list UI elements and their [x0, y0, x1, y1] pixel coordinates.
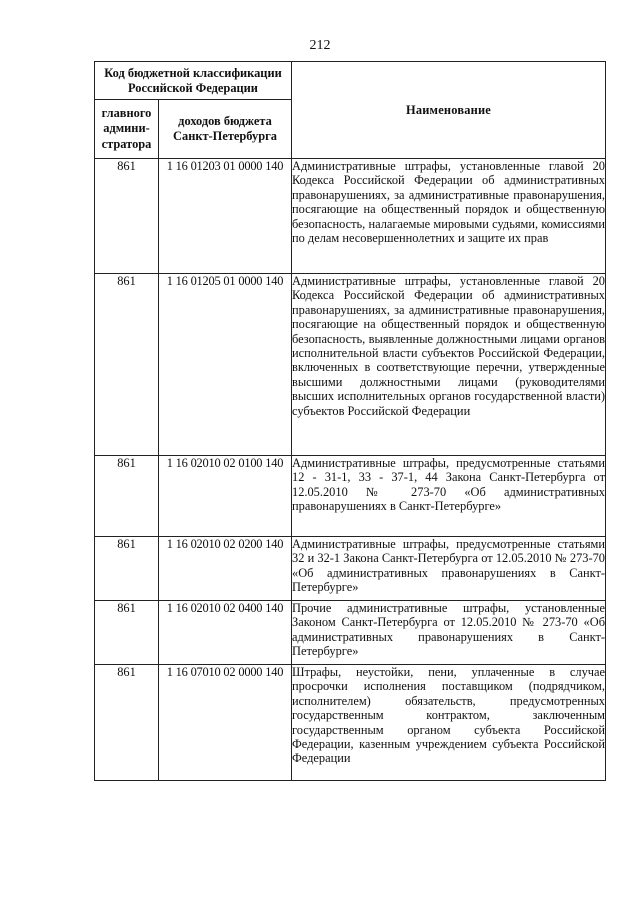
revenue-code-cell: 1 16 02010 02 0400 140	[159, 601, 292, 665]
table-row	[95, 665, 606, 781]
budget-classification-table	[94, 61, 606, 781]
table-row	[95, 274, 606, 456]
revenue-code-cell: 1 16 01205 01 0000 140	[159, 274, 292, 456]
name-cell: Прочие административные штрафы, установленные Законом Санкт-Петербурга от 12.05.2010 № 273-70 «Об административных правонарушениях в Санкт-Петербурге»	[292, 601, 606, 665]
admin-code-cell: 861	[95, 537, 159, 601]
name-cell: Административные штрафы, предусмотренные статьями 12 - 31-1, 33 - 37-1, 44 Закона Санкт-Петербурга от 12.05.2010 № 273-70 «Об административных правонарушениях в Санкт-Петербурге»	[292, 456, 606, 537]
admin-code-cell: 861	[95, 601, 159, 665]
header-budget-code: Код бюджетной классификации Российской Федерации	[95, 62, 292, 100]
table-row	[95, 601, 606, 665]
table-row	[95, 537, 606, 601]
header-chief-administrator: главного админи-стратора	[95, 100, 159, 159]
revenue-code-cell: 1 16 01203 01 0000 140	[159, 159, 292, 274]
table-row	[95, 456, 606, 537]
revenue-code-cell: 1 16 02010 02 0100 140	[159, 456, 292, 537]
admin-code-cell: 861	[95, 159, 159, 274]
admin-code-cell: 861	[95, 665, 159, 781]
table-row	[95, 159, 606, 274]
revenue-code-cell: 1 16 07010 02 0000 140	[159, 665, 292, 781]
header-revenue-code: доходов бюджета Санкт-Петербурга	[159, 100, 292, 159]
name-cell: Административные штрафы, установленные главой 20 Кодекса Российской Федерации об административных правонарушениях, за административные правонарушения, посягающие на общественный порядок и общественную безопасность, выявленные должностными лицами органов исполнительной власти субъектов Российской Федерации, включенных в соответствующие перечни, утвержденные высшими должностными лицами (руководителями высших исполнительных органов государственной власти) субъектов Российской Федерации	[292, 274, 606, 456]
revenue-code-cell: 1 16 02010 02 0200 140	[159, 537, 292, 601]
page-number: 212	[309, 38, 331, 53]
name-cell: Штрафы, неустойки, пени, уплаченные в случае просрочки исполнения поставщиком (подрядчиком, исполнителем) обязательств, предусмотренных государственным контрактом, заключенным государственным органом субъекта Российской Федерации, казенным учреждением субъекта Российской Федерации	[292, 665, 606, 781]
name-cell: Административные штрафы, установленные главой 20 Кодекса Российской Федерации об административных правонарушениях, за административные правонарушения, посягающие на общественный порядок и общественную безопасность, налагаемые мировыми судьями, комиссиями по делам несовершеннолетних и защите их прав	[292, 159, 606, 274]
admin-code-cell: 861	[95, 274, 159, 456]
admin-code-cell: 861	[95, 456, 159, 537]
name-cell: Административные штрафы, предусмотренные статьями 32 и 32-1 Закона Санкт-Петербурга от 12.05.2010 № 273-70 «Об административных правонарушениях в Санкт-Петербурге»	[292, 537, 606, 601]
header-name: Наименование	[292, 62, 606, 159]
